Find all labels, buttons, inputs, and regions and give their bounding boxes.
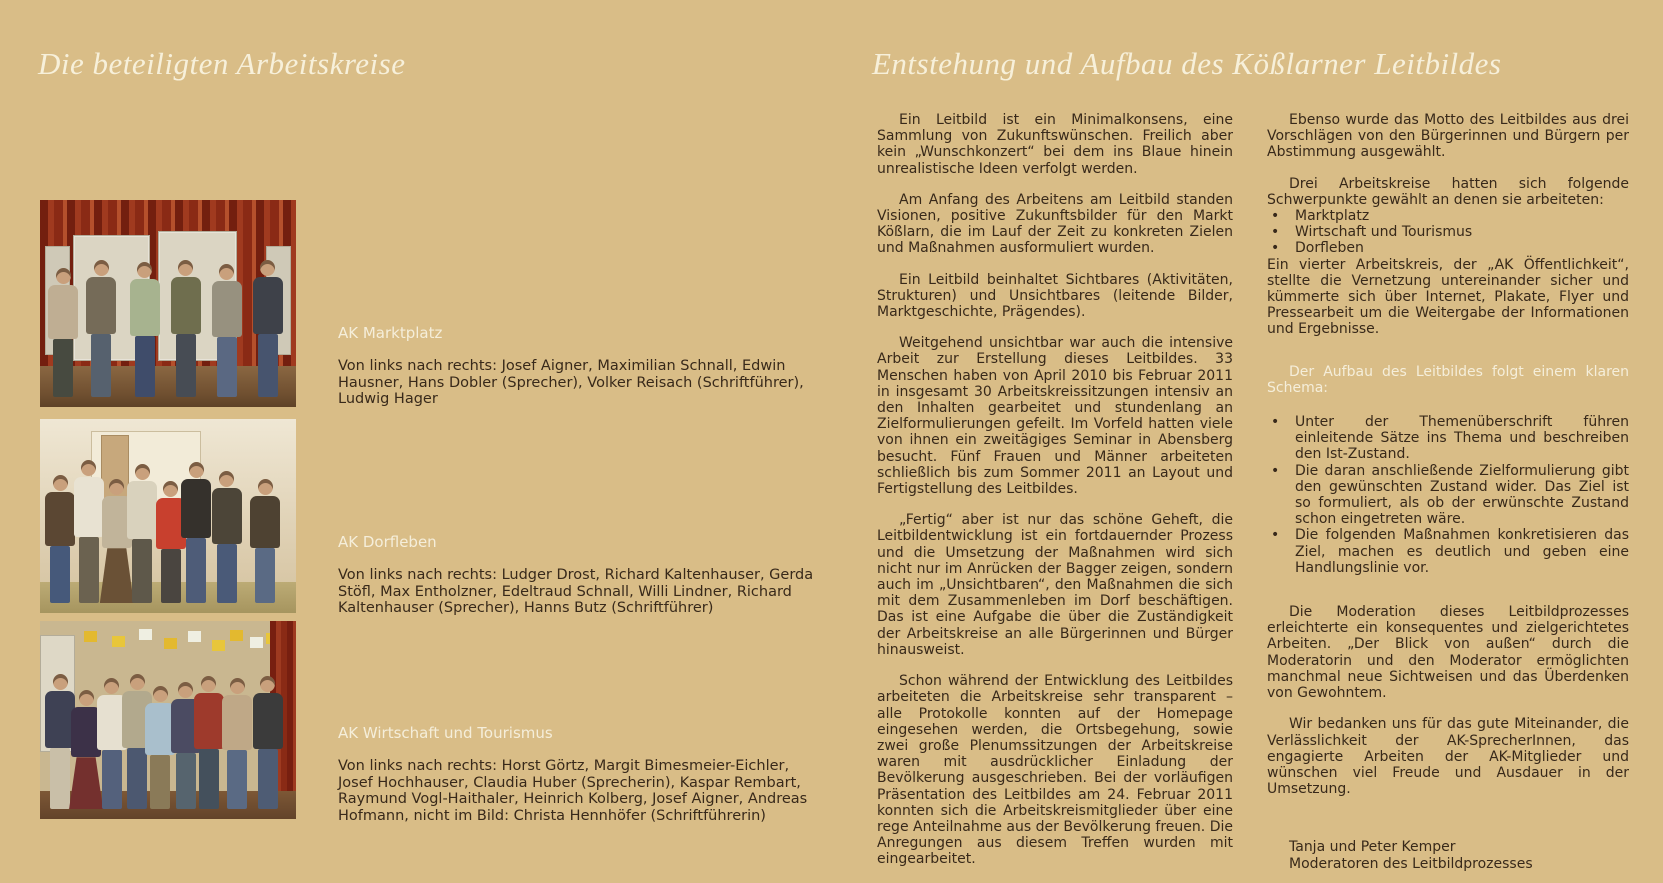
person-figure	[194, 676, 224, 809]
person-figure	[45, 475, 75, 603]
signature-block	[1267, 839, 1629, 871]
paragraph: Wir bedanken uns für das gute Miteinander, die Verlässlichkeit der AK-SprecherInnen, das engagierte Arbeiten der AK-Mitglieder und wünschen viel Freude und Ausdauer in der Umsetzung.	[1267, 716, 1629, 798]
caption-ak-wirtschaft	[338, 725, 816, 824]
group-heading: AK Dorfleben	[338, 533, 437, 551]
group-photo-ak-dorfleben	[40, 419, 296, 613]
paragraph: Ebenso wurde das Motto des Leitbildes aus drei Vorschlägen von den Bürgerinnen und Bürgern per Abstimmung ausgewählt.	[1267, 112, 1629, 161]
person-figure	[253, 260, 283, 397]
group-heading: AK Wirtschaft und Tourismus	[338, 724, 553, 742]
list-item: • Unter der Themenüberschrift führen einleitende Sätze ins Thema und beschreiben den Ist-Zustand.	[1267, 414, 1629, 463]
person-figure	[181, 462, 211, 604]
signature-role: Moderatoren des Leitbildprozesses	[1289, 855, 1533, 872]
right-page-column-2	[1267, 112, 1629, 872]
schema-heading: Der Aufbau des Leitbildes folgt einem klaren Schema:	[1267, 363, 1629, 396]
caption-ak-dorfleben	[338, 534, 816, 617]
person-figure	[212, 471, 242, 603]
person-figure	[222, 678, 252, 809]
right-page-title: Entstehung und Aufbau des Kößlarner Leitbildes	[872, 46, 1502, 81]
paragraph: Drei Arbeitskreise hatten sich folgende Schwerpunkte gewählt an denen sie arbeiteten:	[1267, 175, 1629, 208]
signature-names: Tanja und Peter Kemper	[1289, 839, 1456, 856]
sticky-notes	[84, 631, 97, 642]
list-item: • Die daran anschließende Zielformulierung gibt den gewünschten Zustand wider. Das Ziel ist so formuliert, als ob der erwünschte Zustand schon eingetreten wäre.	[1267, 463, 1629, 528]
paragraph: Schon während der Entwicklung des Leitbildes arbeiteten die Arbeitskreise sehr transparent – alle Protokolle konnten auf der Homepage eingesehen werden, die Ortsbegehung, sowie zwei große Plenumssitzungen der Arbeitskreise waren mit ausdrücklicher Einladung der Bevölkerung ausgeschrieben. Bei der vorläufigen Präsentation des Leitbildes am 24. Februar 2011 konnten sich die Arbeitskreismitglieder über eine rege Anteilnahme aus der Bevölkerung freuen. Die Anregungen aus diesem Treffen wurden mit eingearbeitet.	[877, 673, 1233, 868]
schema-bullet-list	[1267, 414, 1629, 576]
person-figure	[171, 260, 201, 397]
group-caption: Von links nach rechts: Ludger Drost, Richard Kaltenhauser, Gerda Stöfl, Max Entholzner, Edeltraud Schnall, Willi Lindner, Richard Kaltenhauser (Sprecher), Hanns Butz (Schriftführer)	[338, 567, 814, 616]
list-item: • Marktplatz	[1267, 208, 1629, 224]
paragraph: Die Moderation dieses Leitbildprozesses erleichterte ein konsequentes und zielgerichtetes Arbeiten. „Der Blick von außen“ durch die Moderatorin und den Moderator ermöglichten manchmal neue Sichtweisen und das Überdenken von Gewohntem.	[1267, 604, 1629, 702]
paragraph: Ein Leitbild ist ein Minimalkonsens, eine Sammlung von Zukunftswünschen. Freilich aber kein „Wunschkonzert“ bei dem ins Blaue hinein unrealistische Ideen verfolgt werden.	[877, 112, 1233, 177]
person-figure	[253, 676, 283, 809]
paragraph: Am Anfang des Arbeitens am Leitbild standen Visionen, positive Zukunftsbilder für den Markt Kößlarn, die im Lauf der Zeit zu konkreten Zielen und Maßnahmen ausformuliert wurden.	[877, 191, 1233, 257]
paragraph: „Fertig“ aber ist nur das schöne Geheft, die Leitbildentwicklung ist ein fortdauernder Prozess und die Umsetzung der Maßnahmen wird sich nicht nur im Anrücken der Bagger zeigen, sondern auch im „Unsichtbaren“, den Maßnahmen die sich mit dem Zusammenleben im Dorf beschäftigen. Das ist eine Aufgabe die über die Zuständigkeit der Arbeitskreise an alle Bürgerinnen und Bürger hinausweist.	[877, 512, 1233, 658]
person-figure	[48, 268, 78, 396]
workgroup-bullet-list	[1267, 208, 1629, 257]
group-caption: Von links nach rechts: Horst Görtz, Margit Bimesmeier-Eichler, Josef Hochhauser, Claudia Huber (Sprecherin), Kaspar Rembart, Raymund Vogl-Haithaler, Heinrich Kolberg, Josef Aigner, Andreas Hofmann, nicht im Bild: Christa Hennhöfer (Schriftführerin)	[338, 758, 808, 824]
paragraph: Weitgehend unsichtbar war auch die intensive Arbeit zur Erstellung dieses Leitbildes. 33 Menschen haben von April 2010 bis Februar 2011 in insgesamt 30 Arbeitskreissitzungen intensiv an den Inhalten gearbeitet und stundenlang an Zielformulierungen gefeilt. Im Vorfeld hatten viele von ihnen ein zweitägiges Seminar in Abensberg besucht. Fünf Frauen und Männer arbeiteten schließlich bis zum Sommer 2011 an Layout und Fertigstellung des Leitbildes.	[877, 335, 1233, 498]
right-page-column-1	[877, 112, 1233, 883]
group-heading: AK Marktplatz	[338, 324, 443, 342]
list-item: • Dorfleben	[1267, 240, 1629, 256]
person-figure	[127, 464, 157, 604]
person-figure	[212, 264, 242, 396]
person-figure	[250, 479, 280, 603]
person-figure	[86, 260, 116, 397]
group-photo-ak-marktplatz	[40, 200, 296, 407]
paragraph: Ein vierter Arbeitskreis, der „AK Öffentlichkeit“, stellte die Vernetzung untereinander sicher und kümmerte sich über Internet, Plakate, Flyer und Pressearbeit um die Weitergabe der Informationen und Ergebnisse.	[1267, 256, 1629, 338]
person-figure	[130, 262, 160, 397]
group-caption: Von links nach rechts: Josef Aigner, Maximilian Schnall, Edwin Hausner, Hans Dobler (Sprecher), Volker Reisach (Schriftführer), Ludwig Hager	[338, 358, 804, 407]
left-page-title: Die beteiligten Arbeitskreise	[38, 46, 406, 81]
paragraph: Ein Leitbild beinhaltet Sichtbares (Aktivitäten, Strukturen) und Unsichtbares (leitende Bilder, Marktgeschichte, Prägendes).	[877, 271, 1233, 321]
list-item: • Wirtschaft und Tourismus	[1267, 224, 1629, 240]
list-item: • Die folgenden Maßnahmen konkretisieren das Ziel, machen es deutlich und geben eine Handlungslinie vor.	[1267, 527, 1629, 576]
caption-ak-marktplatz	[338, 325, 816, 408]
group-photo-ak-wirtschaft	[40, 621, 296, 819]
